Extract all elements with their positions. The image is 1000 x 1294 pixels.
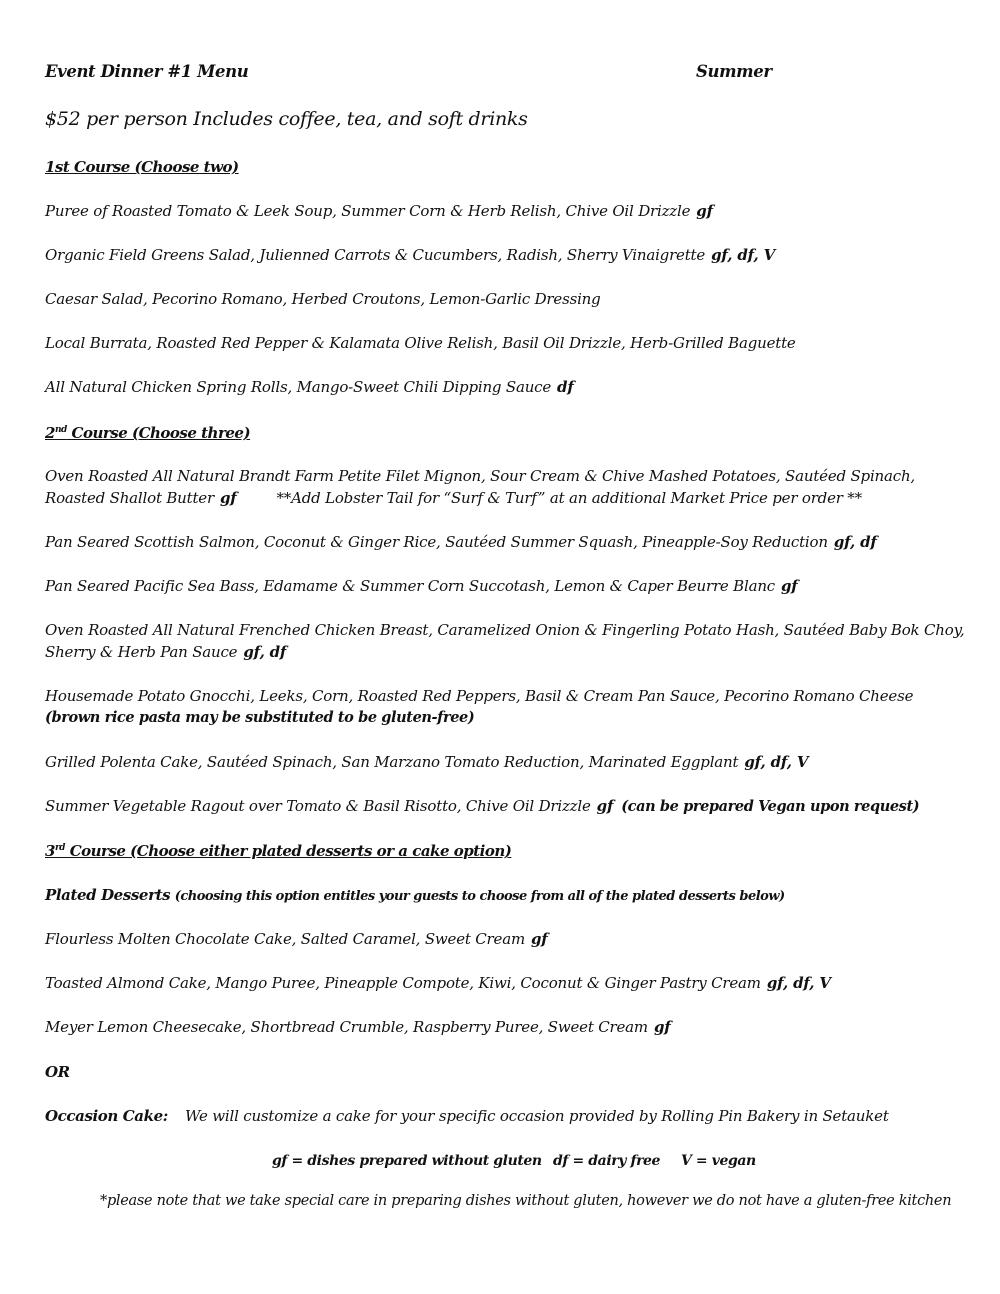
menu-item — [45, 972, 831, 994]
menu-item-continued — [45, 641, 286, 663]
legend-df: df = dairy free — [553, 1153, 661, 1169]
menu-item — [45, 685, 913, 707]
season-label: Summer — [696, 62, 772, 81]
menu-item — [45, 465, 915, 487]
menu-item-text: Meyer Lemon Cheesecake, Shortbread Crumble, Raspberry Puree, Sweet Cream — [45, 1018, 648, 1036]
menu-item-text: Toasted Almond Cake, Mango Puree, Pineapple Compote, Kiwi, Coconut & Ginger Pastry Cream — [45, 974, 761, 992]
course-3-heading: 3rd Course (Choose either plated desserts or a cake option) — [45, 842, 512, 860]
menu-item-continued — [45, 487, 862, 509]
menu-item-text: Pan Seared Scottish Salmon, Coconut & Ginger Rice, Sautéed Summer Squash, Pineapple-Soy Reduction — [45, 533, 828, 551]
gluten-disclaimer: *please note that we take special care in preparing dishes without gluten, however we do not have a gluten-free kitchen — [100, 1193, 952, 1209]
menu-item-text: Oven Roasted All Natural Frenched Chicken Breast, Caramelized Onion & Fingerling Potato Hash, Sautéed Baby Bok Choy, — [45, 621, 965, 639]
menu-item — [45, 332, 796, 354]
price-line: $52 per person Includes coffee, tea, and soft drinks — [45, 108, 528, 130]
diet-tags: gf — [596, 797, 614, 815]
menu-item-text: Organic Field Greens Salad, Julienned Carrots & Cucumbers, Radish, Sherry Vinaigrette — [45, 246, 706, 264]
menu-item — [45, 928, 548, 950]
occasion-cake-label: Occasion Cake: — [45, 1107, 168, 1125]
menu-item-text: All Natural Chicken Spring Rolls, Mango-Sweet Chili Dipping Sauce — [45, 378, 552, 396]
menu-item-text: Housemade Potato Gnocchi, Leeks, Corn, Roasted Red Peppers, Basil & Cream Pan Sauce, Pecorino Romano Cheese — [45, 687, 914, 705]
menu-item-text: Oven Roasted All Natural Brandt Farm Petite Filet Mignon, Sour Cream & Chive Mashed Potatoes, Sautéed Spinach, — [45, 467, 915, 485]
menu-item — [45, 795, 919, 818]
menu-item-text: Grilled Polenta Cake, Sautéed Spinach, San Marzano Tomato Reduction, Marinated Eggplant — [45, 753, 739, 771]
menu-item — [45, 619, 964, 641]
diet-tags: gf — [219, 489, 237, 507]
diet-tags: gf — [653, 1018, 671, 1036]
menu-item — [45, 751, 808, 773]
menu-item — [45, 244, 775, 266]
menu-item-text: Pan Seared Pacific Sea Bass, Edamame & Summer Corn Succotash, Lemon & Caper Beurre Blanc — [45, 577, 775, 595]
menu-item — [45, 531, 877, 553]
menu-item — [45, 1016, 671, 1038]
diet-tags: gf, df, V — [744, 753, 809, 771]
course-1-heading: 1st Course (Choose two) — [45, 158, 239, 176]
menu-item-text: Flourless Molten Chocolate Cake, Salted Caramel, Sweet Cream — [45, 930, 525, 948]
menu-item — [45, 200, 713, 222]
diet-tags: gf — [696, 202, 713, 220]
lobster-add-on-note: **Add Lobster Tail for “Surf & Turf” at an additional Market Price per order ** — [276, 489, 862, 507]
menu-item-text: Roasted Shallot Butter — [45, 489, 214, 507]
menu-title: Event Dinner #1 Menu — [45, 62, 249, 81]
plated-desserts-label: Plated Desserts — [45, 886, 171, 904]
menu-item-text: Caesar Salad, Pecorino Romano, Herbed Croutons, Lemon-Garlic Dressing — [45, 290, 601, 308]
menu-item — [45, 575, 798, 597]
menu-item — [45, 288, 601, 310]
occasion-cake-text: We will customize a cake for your specific occasion provided by Rolling Pin Bakery in Setauket — [185, 1107, 889, 1125]
menu-item-text: Sherry & Herb Pan Sauce — [45, 643, 238, 661]
plated-desserts-note: (choosing this option entitles your guests to choose from all of the plated desserts below) — [174, 889, 785, 904]
legend-vegan: V = vegan — [681, 1153, 756, 1169]
or-separator: OR — [45, 1063, 70, 1081]
plated-desserts-subheading — [45, 884, 785, 908]
legend-gf: gf = dishes prepared without gluten — [272, 1153, 542, 1169]
menu-item-text: Puree of Roasted Tomato & Leek Soup, Summer Corn & Herb Relish, Chive Oil Drizzle — [45, 202, 691, 220]
vegan-request-note: (can be prepared Vegan upon request) — [621, 798, 920, 815]
occasion-cake-row — [45, 1105, 945, 1127]
course-2-heading: 2nd Course (Choose three) — [45, 424, 251, 442]
diet-tags: gf, df — [833, 533, 877, 551]
gluten-free-substitution-note: (brown rice pasta may be substituted to be gluten-free) — [45, 709, 475, 726]
diet-tags: gf — [530, 930, 548, 948]
menu-item-text: Local Burrata, Roasted Red Pepper & Kalamata Olive Relish, Basil Oil Drizzle, Herb-Grilled Baguette — [45, 334, 796, 352]
diet-tags: gf, df — [243, 643, 287, 661]
menu-item — [45, 376, 574, 398]
diet-tags: gf, df, V — [766, 974, 831, 992]
diet-tags: gf — [780, 577, 798, 595]
diet-tags: df — [557, 378, 574, 396]
menu-item-text: Summer Vegetable Ragout over Tomato & Basil Risotto, Chive Oil Drizzle — [45, 797, 591, 815]
diet-tags: gf, df, V — [711, 246, 776, 264]
